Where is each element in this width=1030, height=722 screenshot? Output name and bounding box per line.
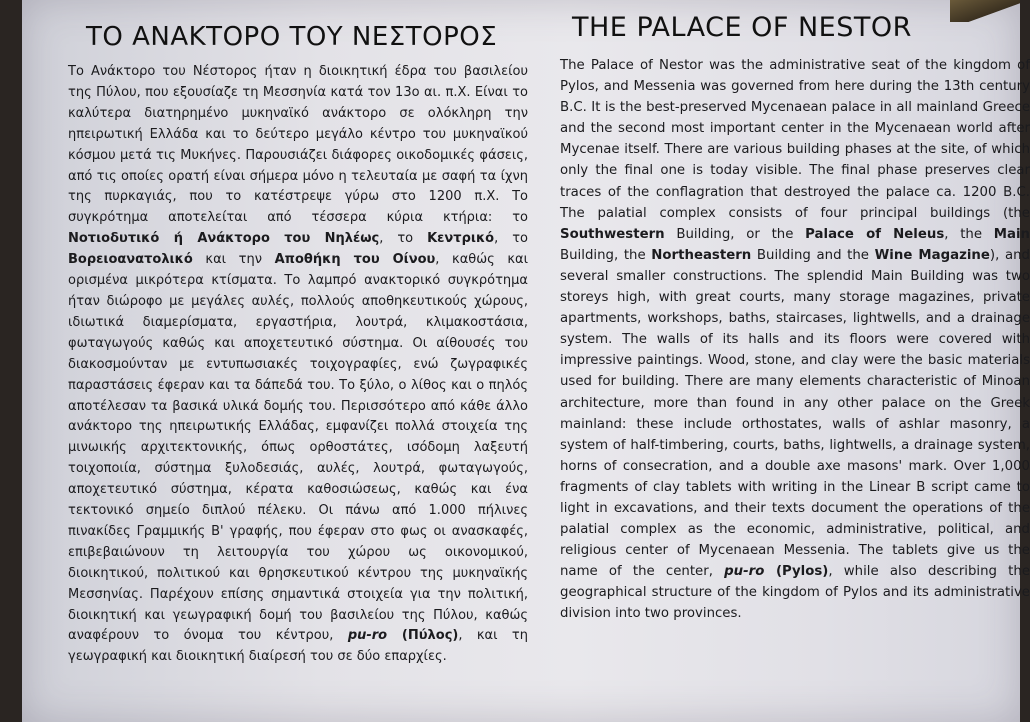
greek-body: Το Ανάκτορο του Νέστορος ήταν η διοικητική έδρα του βασιλείου της Πύλου, που εξουσίαζε τη Μεσσηνία κατά τον 13ο αι. π.Χ. Είναι το καλύτερα διατηρημένο μυκηναϊκό ανάκτορο σε ολόκληρη την ηπειρωτική Ελλάδα και το δεύτερο μεγάλο κέντρο του μυκηναϊκού κόσμου μετά τις Μυκήνες. Παρουσιάζει διάφορες οικοδομικές φάσεις, από τις οποίες ορατή είναι σήμερα μόνο η τελευταία με σαφή τα ίχνη της πυρκαγιάς, που το κατέστρεψε γύρω στο 1200 π.Χ. Το συγκρότημα αποτελείται από τέσσερα κύρια κτήρια: το Νοτιοδυτικό ή Ανάκτορο του Νηλέως, το Κεντρικό, το Βορειοανατολικό και την Αποθήκη του Οίνου, καθώς και ορισμένα μικρότερα κτίσματα. Το λαμπρό ανακτορικό συγκρότημα ήταν διώροφο με μεγάλες αυλές, πολλούς αποθηκευτικούς χώρους, ιδιωτικά διαμερίσματα, εργαστήρια, λουτρά, κλιμακοστάσια, φωταγωγούς καθώς και αποχετευτικό σύστημα. Οι αίθουσές του διακοσμούνταν με εντυπωσιακές τοιχογραφίες, ενώ ζωγραφικές παραστάσεις έφεραν και τα δάπεδά του. Το ξύλο, ο λίθος και ο πηλός αποτέλεσαν τα βασικά υλικά δομής του. Περισσότερο από κάθε άλλο ανάκτορο της ηπειρωτικής Ελλάδας, εμφανίζει πολλά στοιχεία της μινωικής αρχιτεκτονικής, όπως ορθοστάτες, ισόδομη λαξευτή τοιχοποιία, σύστημα ξυλοδεσιάς, αυλές, λουτρά, φωταγωγούς, αποχετευτικό σύστημα, κέρατα καθοσιώσεως, καθώς και ένα τεκτονικό σημείο διπλού πέλεκυ. Οι πάνω από 1.000 πήλινες πινακίδες Γραμμικής Β' γραφής, που έφεραν στο φως οι ανασκαφές, επιβεβαιώνουν τη λειτουργία του χώρου ως οικονομικού, διοικητικού, πολιτικού και θρησκευτικού κέντρου της μυκηναϊκής Μεσσηνίας. Παρέχουν επίσης σημαντικά στοιχεία για την πολιτική, διοικητική και γεωγραφική δομή του βασιλείου της Πύλου, καθώς αναφέρουν το όνομα του κέντρου, pu-ro (Πύλος), και τη γεωγραφική και διοικητική διαίρεσή του σε δύο επαρχίες. xyxy=(68,64,529,665)
information-board xyxy=(22,0,1030,722)
english-column xyxy=(560,12,1030,625)
greek-column xyxy=(68,12,528,668)
english-body: The Palace of Nestor was the administrative seat of the kingdom of Pylos, and Messenia was governed from here during the 13th century B.C. It is the best-preserved Mycenaean palace in all mainland Greece and the second most important center in the Mycenaean world after Mycenae itself. There are various building phases at the site, of which only the final one is today visible. The final phase preserves clear traces of the conflagration that destroyed the palace ca. 1200 B.C. The palatial complex consists of four principal buildings (the Southwestern Building, or the Palace of Neleus, the Main Building, the Northeastern Building and the Wine Magazine), and several smaller constructions. The splendid Main Building was two storeys high, with great courts, many storage magazines, private apartments, workshops, baths, staircases, lightwells, and a drainage system. The walls of its halls and its floors were covered with impressive paintings. Wood, stone, and clay were the basic materials used for building. There are many elements characteristic of Minoan architecture, more than found in any other palace on the Greek mainland: these include orthostates, walls of ashlar masonry, a system of half-timbering, courts, baths, lightwells, a drainage system, horns of consecration, and a double axe masons' mark. Over 1,000 fragments of clay tablets with writing in the Linear B script came to light in excavations, and their texts document the operations of the palatial complex as the economic, administrative, political, and religious center of Mycenaean Messenia. The tablets give us the name of the center, pu-ro (Pylos), while also describing the geographical structure of the kingdom of Pylos and its administrative division into two provinces. xyxy=(560,58,1030,622)
greek-title: ΤΟ ΑΝΑΚΤΟΡΟ ΤΟΥ ΝΕΣΤΟΡΟΣ xyxy=(86,22,498,52)
english-title: THE PALACE OF NESTOR xyxy=(572,12,912,43)
